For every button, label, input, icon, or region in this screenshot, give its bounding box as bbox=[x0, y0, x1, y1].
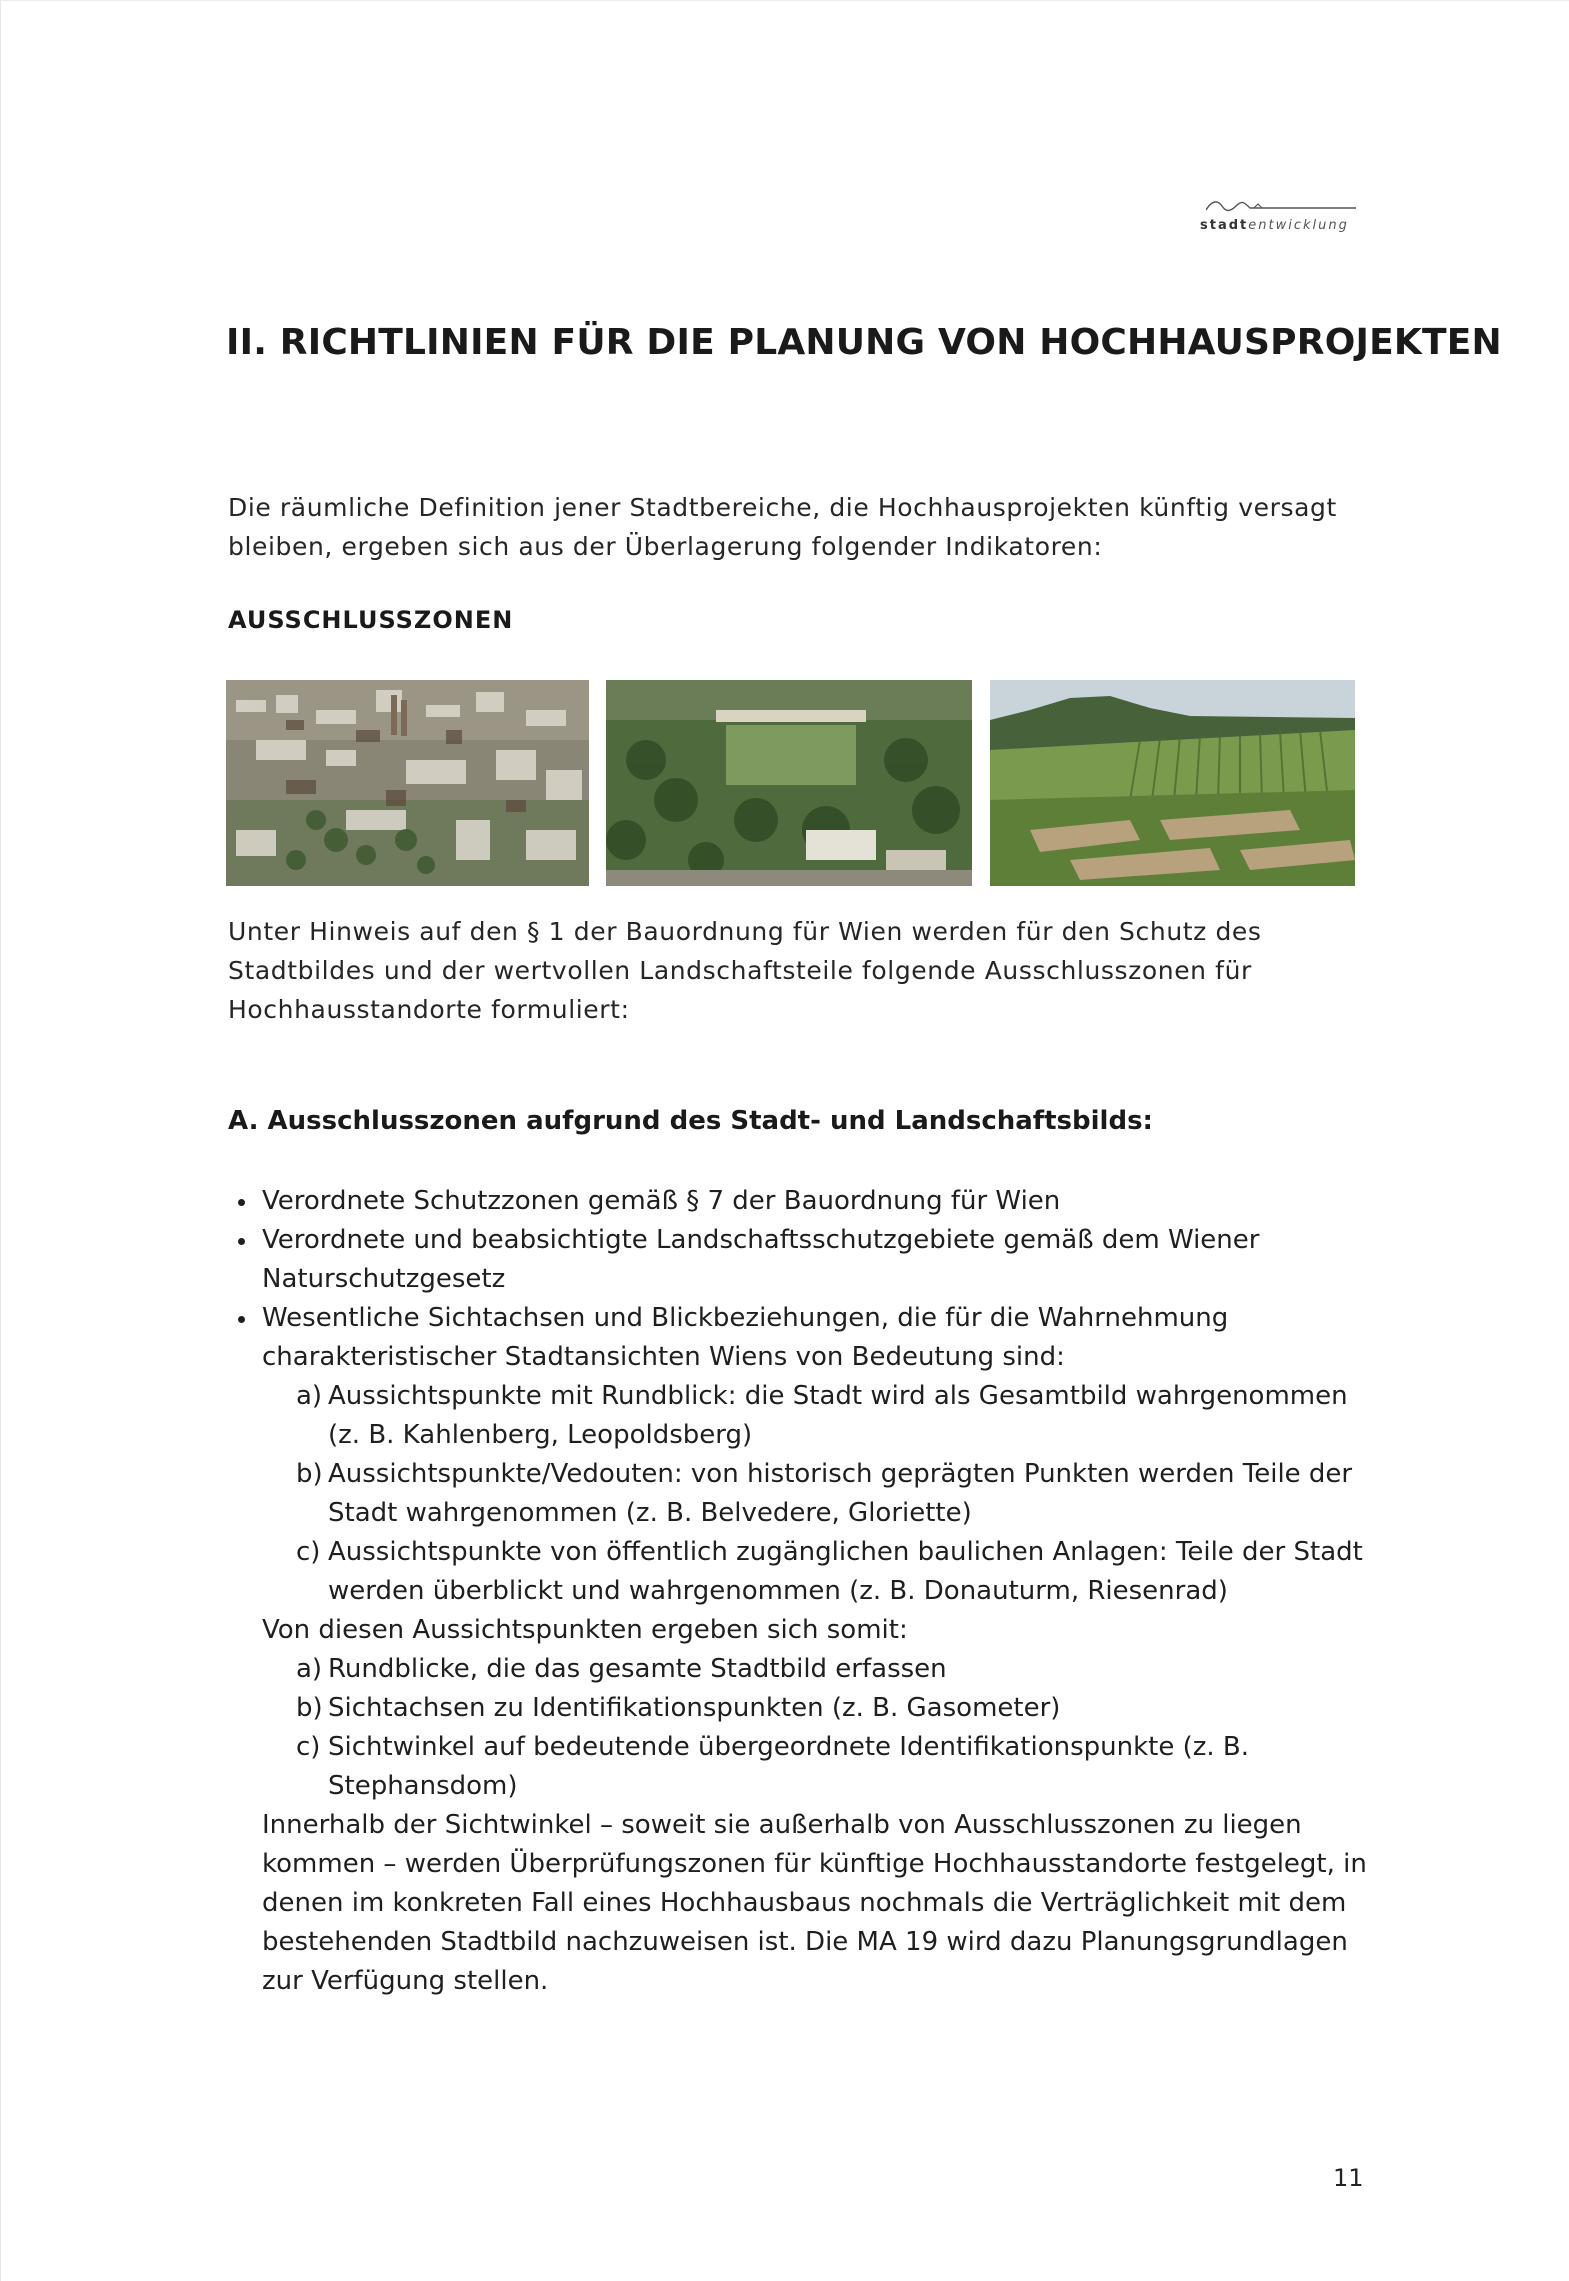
viewpoint-text: Aussichtspunkte mit Rundblick: die Stadt wird als Gesamtbild wahrgenommen (z. B. Kahlenberg, Leopoldsberg) bbox=[328, 1381, 1348, 1450]
viewpoint-mark: b) bbox=[296, 1459, 323, 1489]
bullet-text: Verordnete Schutzzonen gemäß § 7 der Bauordnung für Wien bbox=[262, 1186, 1061, 1216]
photo-aerial-park bbox=[606, 680, 972, 886]
result-mark: a) bbox=[296, 1654, 323, 1684]
result-item bbox=[228, 1728, 1378, 1806]
page-number: 11 bbox=[1333, 2164, 1364, 2192]
result-item bbox=[228, 1689, 1378, 1728]
exclusion-list bbox=[228, 1182, 1378, 2001]
list-item bbox=[228, 1221, 1378, 1299]
brand-logo bbox=[1200, 196, 1360, 240]
list-item bbox=[228, 1299, 1378, 1377]
bullet-icon bbox=[238, 1238, 245, 1245]
intro-paragraph: Die räumliche Definition jener Stadtbereiche, die Hochhausprojekten künftig versagt bleiben, ergeben sich aus der Überlagerung folgender Indikatoren: bbox=[228, 493, 1337, 561]
paragraph-exclusion-zones: Unter Hinweis auf den § 1 der Bauordnung für Wien werden für den Schutz des Stadtbildes und der wertvollen Landschaftsteile folgende Ausschlusszonen für Hochhausstandorte formuliert: bbox=[228, 917, 1262, 1024]
photo-aerial-city bbox=[226, 680, 589, 886]
viewpoint-mark: c) bbox=[296, 1537, 321, 1567]
result-text: Sichtwinkel auf bedeutende übergeordnete Identifikationspunkte (z. B. Stephansdom) bbox=[328, 1732, 1250, 1801]
result-intro: Von diesen Aussichtspunkten ergeben sich somit: bbox=[262, 1615, 908, 1645]
viewpoint-item bbox=[228, 1533, 1378, 1611]
viewpoint-text: Aussichtspunkte/Vedouten: von historisch geprägten Punkten werden Teile der Stadt wahrgenommen (z. B. Belvedere, Gloriette) bbox=[328, 1459, 1353, 1528]
result-mark: b) bbox=[296, 1693, 323, 1723]
bullet-icon bbox=[238, 1199, 245, 1206]
photo-vineyard bbox=[990, 680, 1355, 886]
brand-wordmark bbox=[1200, 218, 1349, 233]
section-heading: AUSSCHLUSSZONEN bbox=[228, 606, 514, 634]
result-text: Sichtachsen zu Identifikationspunkten (z. B. Gasometer) bbox=[328, 1693, 1061, 1723]
result-mark: c) bbox=[296, 1732, 321, 1762]
viewpoint-item bbox=[228, 1377, 1378, 1455]
result-text: Rundblicke, die das gesamte Stadtbild erfassen bbox=[328, 1654, 947, 1684]
result-item bbox=[228, 1650, 1378, 1689]
bullet-text: Verordnete und beabsichtigte Landschaftsschutzgebiete gemäß dem Wiener Naturschutzgesetz bbox=[262, 1225, 1260, 1294]
page-title: II. RICHTLINIEN FÜR DIE PLANUNG VON HOCHHAUSPROJEKTEN bbox=[226, 322, 1502, 363]
viewpoint-item bbox=[228, 1455, 1378, 1533]
bullet-text: Wesentliche Sichtachsen und Blickbeziehungen, die für die Wahrnehmung charakteristischer Stadtansichten Wiens von Bedeutung sind: bbox=[262, 1303, 1229, 1372]
list-item bbox=[228, 1182, 1378, 1221]
brand-word-entwicklung: entwicklung bbox=[1248, 218, 1349, 233]
closing-paragraph: Innerhalb der Sichtwinkel – soweit sie außerhalb von Ausschlusszonen zu liegen kommen – werden Überprüfungszonen für künftige Hochhausstandorte festgelegt, in denen im konkreten Fall eines Hochhausbaus nochmals die Verträglichkeit mit dem bestehenden Stadtbild nachzuweisen ist. Die MA 19 wird dazu Planungsgrundlagen zur Verfügung stellen. bbox=[262, 1810, 1367, 1996]
viewpoint-mark: a) bbox=[296, 1381, 323, 1411]
subheading-a: A. Ausschlusszonen aufgrund des Stadt- und Landschaftsbilds: bbox=[228, 1106, 1153, 1136]
bullet-icon bbox=[238, 1316, 245, 1323]
viewpoint-text: Aussichtspunkte von öffentlich zugänglichen baulichen Anlagen: Teile der Stadt werden überblickt und wahrgenommen (z. B. Donauturm, Riesenrad) bbox=[328, 1537, 1363, 1606]
brand-word-stadt: stadt bbox=[1200, 218, 1249, 233]
skyline-swoosh-icon bbox=[1206, 196, 1356, 216]
